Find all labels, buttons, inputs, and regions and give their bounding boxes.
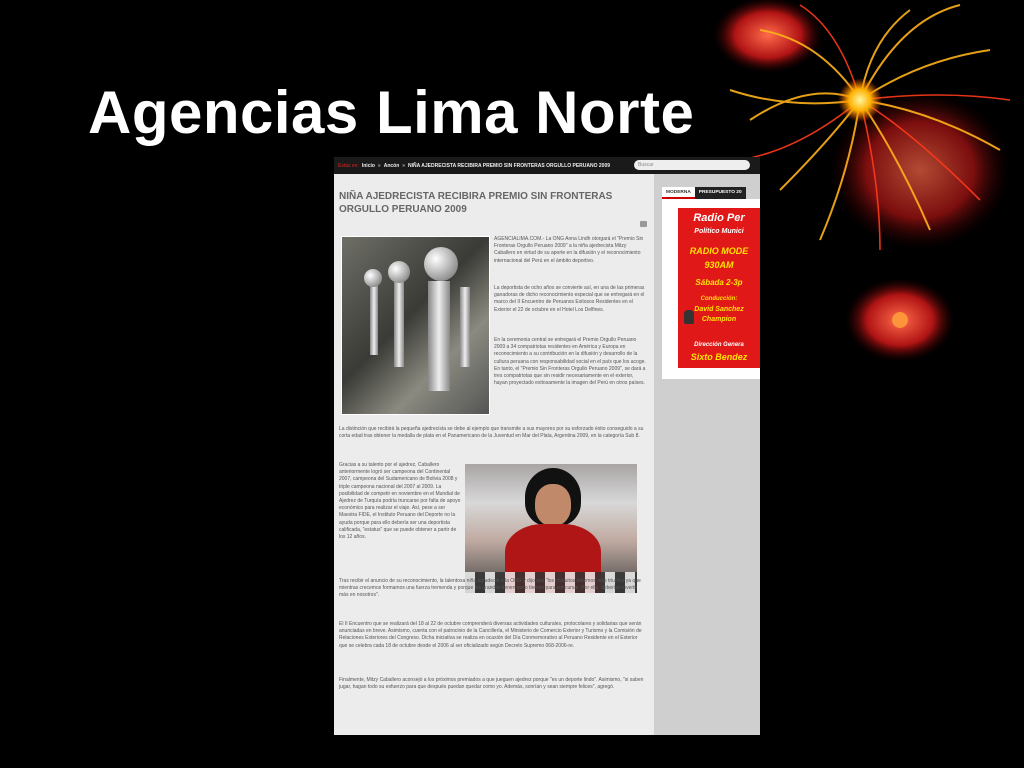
breadcrumb-separator: »: [377, 162, 381, 169]
slide-title: Agencias Lima Norte: [88, 79, 695, 146]
article-area: [334, 174, 654, 735]
article-paragraph: Tras recibir el anuncio de su reconocimiento, la talentosa niña agradeció a la ONG y dijo que "los chiquitos tenemos más triunfos ya que mientras crecemos formamos una fuerza tremenda y porque los grandes tienen poco tiempo para concursar. Por ello, deberían invertir más en nosotros".: [339, 578, 641, 599]
article-paragraph: La deportista de ocho años se convierte así, en una de las primeras ganadoras de dicho reconocimiento especial que se entregará en el marco del II Encuentro de Peruanos Exitosos Residentes en el Exterior el 22 de octubre en el Hotel Los Delfines.: [494, 285, 645, 313]
ad-line: Radio Per: [693, 212, 745, 224]
ad-line: RADIO MODE: [689, 246, 749, 256]
ad-line: Dirección Genera: [694, 342, 744, 348]
ad-line: Sixto Bendez: [690, 352, 748, 362]
ad-line: Conducción:: [700, 296, 738, 302]
breadcrumb-home[interactable]: Inicio: [361, 162, 375, 169]
sidebar-tabs: [662, 187, 760, 199]
ad-line: 930AM: [704, 260, 734, 270]
breadcrumb-prefix: Estás en:: [338, 162, 359, 169]
microphone-icon: [684, 310, 694, 324]
radio-advertisement[interactable]: [678, 208, 760, 368]
ad-line: Champion: [701, 316, 737, 323]
breadcrumb-section[interactable]: Ancón: [383, 162, 400, 169]
breadcrumb-current: NIÑA AJEDRECISTA RECIBIRA PREMIO SIN FRONTERAS ORGULLO PERUANO 2009: [408, 162, 611, 169]
website-screenshot: [334, 157, 760, 735]
article-headline: NIÑA AJEDRECISTA RECIBIRA PREMIO SIN FRONTERAS ORGULLO PERUANO 2009: [339, 191, 613, 215]
article-paragraph: El II Encuentro que se realizará del 18 al 22 de octubre comprenderá diversas actividades culturales, protocolares y solidarias que serán anunciadas en breve. Asimismo, cuenta con el patrocinio de la Cancillería, el Ministerio de Comercio Exterior y Turismo y la Comisión de Relaciones Exteriores del Congreso. Dicha iniciativa se realiza en ocasión del Día Conmemorativo al Peruano Residente en el Exterior que se celebra cada 18 de octubre desde el 2006 al ser oficializado según Decreto Supremo 068-2006-re.: [339, 621, 642, 649]
article-paragraph: En la ceremonia central se entregará el Premio Orgullo Peruano 2009 a 34 compatriotas residentes en América y Europa en reconocimiento a su contribución en la difusión y desarrollo de la cultura peruana con responsabilidad social en el país que los acoge. En tanto, el "Premio Sin Fronteras Orgullo Peruano 2009", se dará a tres compatriotas que sin residir necesariamente en el exterior, hayan proyectado exitosamente la imagen del Perú en otros países.: [494, 337, 646, 387]
article-paragraph: Gracias a su talento por el ajedrez, Caballero anteriormente logró ser campeona del Continental 2007, campeona del Sudamericano de Bolivia 2008 y triple campeona nacional del 2007 al 2009. La posibilidad de competir en noviembre en el Mundial de Ajedrez de Turquía podría truncarse por falta de apoyo económico para realizar el viaje. Así, pese a ser Maestra FIDE, el Instituto Peruano del Deporte no la ayuda porque para ello debería ser una deportista calificada, "estatus" que se puede obtener a partir de los 12 años.: [339, 462, 461, 541]
trophy-photo: [341, 236, 490, 415]
ad-line: David Sanchez: [694, 306, 744, 313]
girl-chess-photo: [465, 464, 637, 593]
article-paragraph: La distinción que recibirá la pequeña ajedrecista se debe al ejemplo que transmite a sus mayores por su esforzado éxito conseguido a su corta edad tras obtener la medalla de plata en el Panamericano de la Juventud en Mar del Plata, Argentina 2009, en la categoría Sub 8.: [339, 426, 644, 440]
article-paragraph: AGENCIALIMA.COM.- La ONG Anna Lindh otorgará el "Premio Sin Fronteras Orgullo Peruano 2009" a la niña ajedrecista Mitzy Caballero en virtud de su aporte en la difusión y el reconocimiento internacional del Perú en el ámbito deportivo.: [494, 236, 644, 264]
search-input[interactable]: Buscar: [634, 160, 750, 170]
tab-presupuesto[interactable]: PRESUPUESTO 20: [695, 187, 746, 199]
article-paragraph: Finalmente, Mitzy Caballero aconsejó a los próximos premiados a que jueguen ajedrez porque "es un deporte lindo". Asimismo, "si saben jugar, hagan todo su esfuerzo para que después puedan quedar como yo. Además, sonrían y sean siempre felices", agregó.: [339, 677, 644, 691]
tab-moderna[interactable]: MODERNA: [662, 187, 695, 199]
print-icon[interactable]: [640, 221, 647, 227]
ad-line: Sábada 2-3p: [695, 278, 743, 287]
ad-line: Político Munici: [694, 228, 744, 235]
breadcrumb-separator: »: [402, 162, 406, 169]
